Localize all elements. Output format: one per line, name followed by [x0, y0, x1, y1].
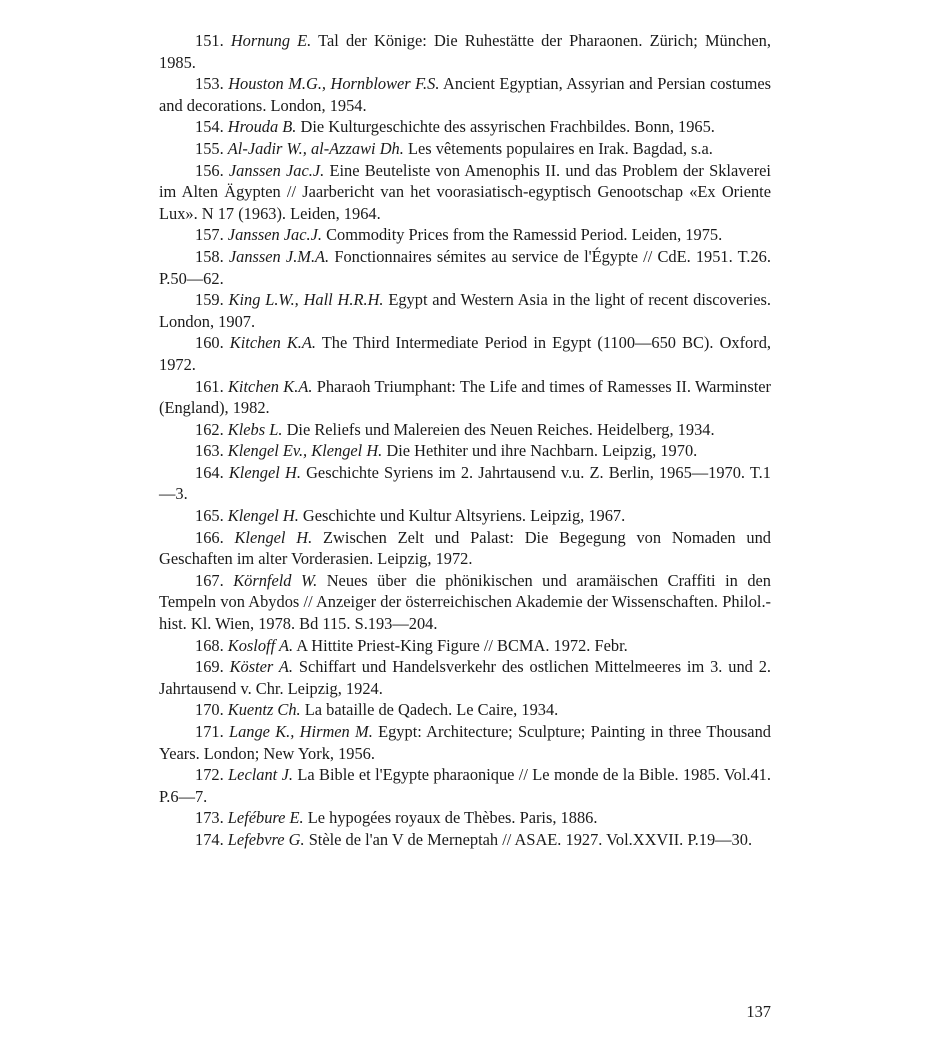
bibliography-entry [159, 635, 771, 657]
entry-number: 167. [195, 570, 224, 590]
entry-number: 165. [195, 506, 224, 526]
entry-text: Die Reliefs und Malereien des Neuen Reiches. Heidelberg, 1934. [286, 419, 715, 439]
entry-number: 154. [195, 117, 224, 137]
bibliography-entry [159, 829, 771, 851]
entry-text: Egypt: Architecture; Sculpture; Painting in three Thousand Years. London; New York, 1956. [159, 722, 771, 763]
bibliography-entry [159, 419, 771, 441]
entry-text: Commodity Prices from the Ramessid Period. Leiden, 1975. [326, 225, 723, 245]
entry-text: Schiffart und Handelsverkehr des ostlichen Mittelmeeres im 3. und 2. Jahrtausend v. Chr. Leipzig, 1924. [159, 657, 772, 698]
entry-text: Geschichte und Kultur Altsyriens. Leipzig, 1967. [302, 506, 626, 526]
entry-author: Klebs L. [227, 419, 283, 439]
entry-text: Pharaoh Triumphant: The Life and times of Ramesses II. Warminster (England), 1982. [159, 376, 771, 418]
entry-number: 160. [195, 333, 224, 353]
entry-author: Lefebvre G. [227, 829, 305, 849]
bibliography-entry [159, 656, 771, 699]
entry-text: Fonctionnaires sémites au service de l'Égypte // CdE. 1951. T.26. P.50—62. [159, 246, 771, 288]
entry-author: Körnfeld W. [233, 570, 318, 590]
entry-text: Die Hethiter und ihre Nachbarn. Leipzig, 1970. [386, 441, 698, 461]
bibliography-entry [159, 332, 771, 375]
entry-text: La Bible et l'Egypte pharaonique // Le monde de la Bible. 1985. Vol.41. P.6—7. [159, 765, 771, 806]
entry-number: 171. [195, 722, 224, 741]
entry-author: Al-Jadir W., al-Azzawi Dh. [227, 138, 404, 158]
entry-text: Stèle de l'an V de Merneptah // ASAE. 1927. Vol.XXVII. P.19—30. [308, 829, 753, 849]
entry-text: Geschichte Syriens im 2. Jahrtausend v.u. Z. Berlin, 1965—1970. T.1—3. [159, 462, 771, 504]
entry-author: Klengel H. [234, 527, 313, 547]
entry-text: Le hypogées royaux de Thèbes. Paris, 1886. [307, 808, 598, 828]
bibliography-entry [159, 30, 771, 73]
entry-text: La bataille de Qadech. Le Caire, 1934. [304, 700, 559, 720]
entry-text: Tal der Könige: Die Ruhestätte der Pharaonen. Zürich; München, 1985. [159, 31, 771, 72]
entry-author: Hrouda B. [227, 117, 297, 137]
entry-text: Ancient Egyptian, Assyrian and Persian costumes and decorations. London, 1954. [159, 74, 771, 115]
bibliography-list [159, 30, 771, 851]
entry-number: 163. [195, 441, 224, 461]
entry-author: Klengel Ev., Klengel H. [227, 441, 383, 461]
entry-number: 161. [195, 376, 224, 396]
entry-author: Klengel H. [228, 462, 301, 482]
bibliography-entry [159, 246, 771, 289]
entry-author: Kitchen K.A. [229, 333, 316, 353]
bibliography-entry [159, 116, 771, 138]
entry-author: Houston M.G., Hornblower F.S. [228, 74, 440, 94]
entry-number: 168. [195, 635, 224, 655]
entry-author: Leclant J. [228, 765, 293, 785]
entry-number: 162. [195, 419, 224, 439]
entry-number: 166. [195, 527, 224, 547]
entry-number: 155. [195, 138, 224, 158]
entry-number: 151. [195, 31, 224, 50]
entry-text: Les vêtements populaires en Irak. Bagdad, s.a. [407, 138, 713, 158]
entry-author: Lefébure E. [227, 808, 304, 828]
entry-author: Kitchen K.A. [228, 376, 313, 396]
bibliography-entry [159, 721, 771, 764]
page-number: 137 [746, 1002, 771, 1021]
entry-number: 172. [195, 765, 224, 785]
bibliography-entry [159, 570, 771, 635]
entry-text: Die Kulturgeschichte des assyrischen Frachbildes. Bonn, 1965. [300, 117, 715, 137]
bibliography-entry [159, 289, 771, 332]
entry-text: The Third Intermediate Period in Egypt (1100—650 BC). Oxford, 1972. [159, 333, 772, 374]
bibliography-entry [159, 224, 771, 246]
entry-author: Kuentz Ch. [227, 700, 301, 720]
entry-number: 157. [195, 225, 224, 245]
entry-author: Köster A. [229, 657, 293, 677]
entry-text: A Hittite Priest-King Figure // BCMA. 1972. Febr. [296, 635, 628, 655]
entry-number: 169. [195, 657, 224, 677]
bibliography-entry [159, 505, 771, 527]
entry-author: Hornung E. [230, 31, 312, 50]
entry-number: 174. [195, 829, 224, 849]
entry-author: Klengel H. [227, 506, 299, 526]
entry-author: Janssen J.M.A. [228, 246, 330, 266]
bibliography-entry [159, 527, 771, 570]
bibliography-entry [159, 376, 771, 419]
bibliography-entry [159, 73, 771, 116]
entry-number: 164. [195, 462, 224, 482]
bibliography-entry [159, 160, 771, 225]
bibliography-entry [159, 764, 771, 807]
entry-number: 159. [195, 290, 224, 310]
bibliography-entry [159, 138, 771, 160]
bibliography-entry [159, 699, 771, 721]
entry-author: King L.W., Hall H.R.H. [228, 290, 384, 310]
entry-number: 173. [195, 808, 224, 828]
entry-author: Lange K., Hirmen M. [228, 722, 373, 741]
entry-author: Kosloff A. [227, 635, 294, 655]
entry-text: Eine Beuteliste von Amenophis II. und das Problem der Sklaverei im Alten Ägypten // Jaarbericht van het voorasiatisch-egyptisch Genootschap «Ex Oriente Lux». N 17 (1963). Leiden, 1964. [159, 160, 771, 223]
bibliography-entry [159, 462, 771, 505]
bibliography-entry [159, 807, 771, 829]
bibliography-entry [159, 440, 771, 462]
entry-number: 158. [195, 246, 224, 266]
entry-text: Zwischen Zelt und Palast: Die Begegung von Nomaden und Geschaften im alter Vorderasien. Leipzig, 1972. [159, 527, 771, 569]
entry-number: 156. [195, 160, 224, 180]
entry-number: 153. [195, 74, 224, 94]
entry-number: 170. [195, 700, 224, 720]
entry-text: Neues über die phönikischen und aramäischen Craffiti in den Tempeln von Abydos // Anzeiger der österreichischen Akademie der Wissenschaften. Philol.-hist. Kl. Wien, 1978. Bd 115. S.193—204. [159, 570, 771, 634]
entry-author: Janssen Jac.J. [227, 225, 323, 245]
entry-text: Egypt and Western Asia in the light of recent discoveries. London, 1907. [159, 290, 771, 331]
entry-author: Janssen Jac.J. [228, 160, 325, 180]
